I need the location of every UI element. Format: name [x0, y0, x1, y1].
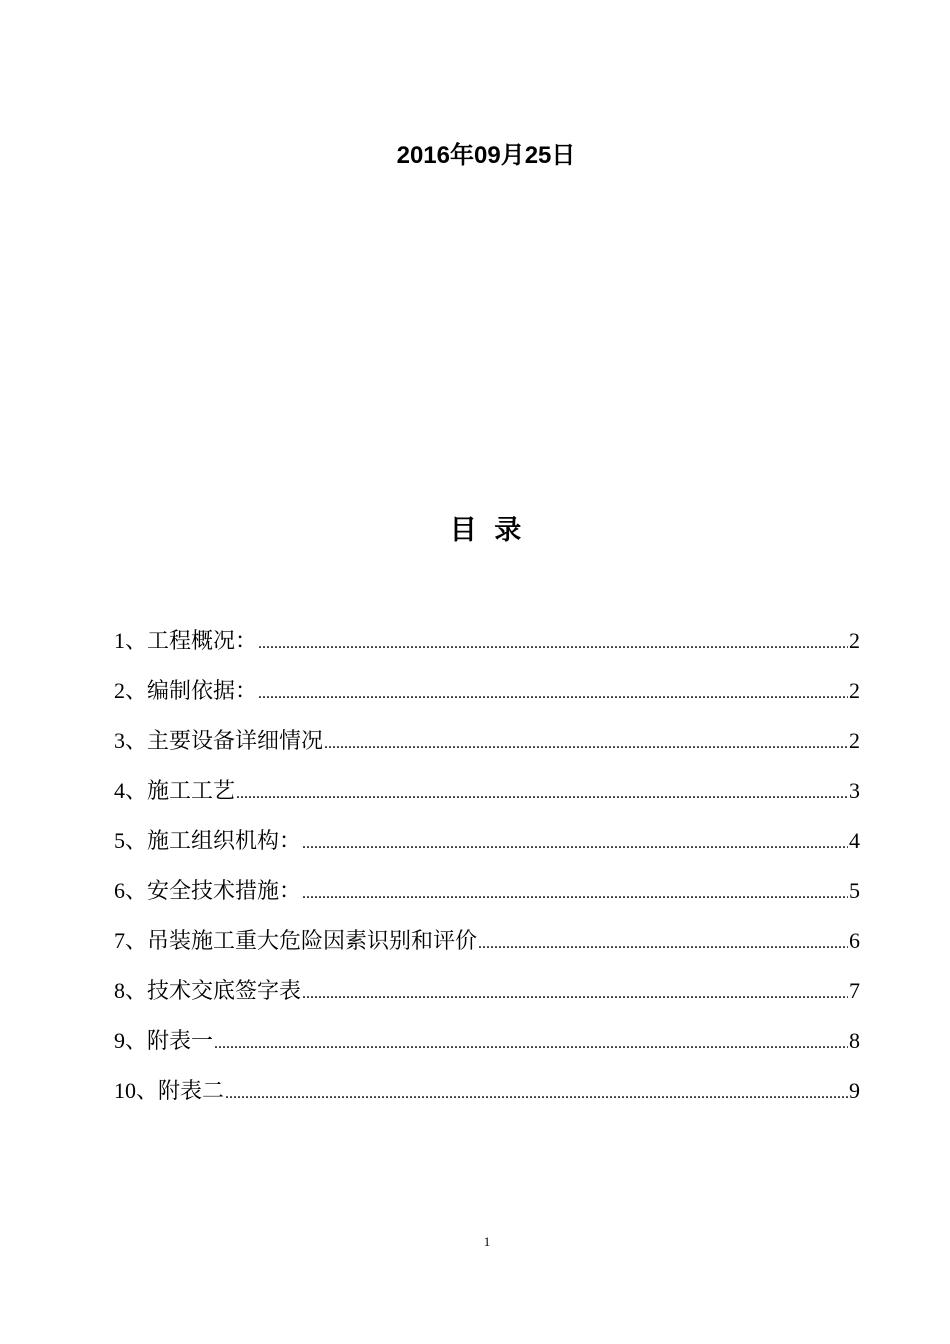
- toc-entry-page: 2: [849, 678, 860, 703]
- toc-leader-dots: [478, 935, 848, 953]
- toc-entry-4[interactable]: [114, 774, 860, 824]
- toc-entry-label: 6、安全技术措施：: [114, 878, 302, 903]
- toc-entry-page: 9: [849, 1078, 860, 1103]
- toc-entry-page: 4: [849, 828, 860, 853]
- toc-entry-label: 4、施工工艺: [114, 778, 236, 803]
- toc-leader-dots: [258, 685, 848, 703]
- toc-leader-dots: [302, 835, 848, 853]
- table-of-contents: [114, 624, 860, 1124]
- toc-title: 目 录: [449, 515, 526, 546]
- toc-entry-page: 8: [849, 1028, 860, 1053]
- toc-leader-dots: [225, 1085, 848, 1103]
- toc-entry-6[interactable]: [114, 874, 860, 924]
- toc-entry-9[interactable]: [114, 1024, 860, 1074]
- toc-entry-10[interactable]: [114, 1074, 860, 1124]
- toc-leader-dots: [324, 735, 848, 753]
- toc-entry-page: 7: [849, 978, 860, 1003]
- toc-entry-page: 6: [849, 928, 860, 953]
- toc-leader-dots: [214, 1035, 848, 1053]
- toc-entry-3[interactable]: [114, 724, 860, 774]
- toc-entry-page: 2: [849, 728, 860, 753]
- toc-leader-dots: [236, 785, 848, 803]
- toc-entry-label: 10、附表二: [114, 1078, 225, 1103]
- toc-entry-page: 2: [849, 628, 860, 653]
- toc-entry-label: 5、施工组织机构：: [114, 828, 302, 853]
- toc-entry-label: 8、技术交底签字表: [114, 978, 302, 1003]
- toc-entry-7[interactable]: [114, 924, 860, 974]
- toc-leader-dots: [258, 635, 848, 653]
- toc-leader-dots: [302, 985, 848, 1003]
- page-number: 1: [483, 1234, 491, 1249]
- toc-entry-8[interactable]: [114, 974, 860, 1024]
- toc-leader-dots: [302, 885, 848, 903]
- toc-entry-label: 1、工程概况：: [114, 628, 258, 653]
- toc-entry-label: 3、主要设备详细情况: [114, 728, 324, 753]
- toc-entry-1[interactable]: [114, 624, 860, 674]
- toc-entry-5[interactable]: [114, 824, 860, 874]
- toc-entry-label: 7、吊装施工重大危险因素识别和评价: [114, 928, 478, 953]
- toc-entry-page: 5: [849, 878, 860, 903]
- cover-date: 2016年09月25日: [396, 142, 576, 169]
- toc-entry-page: 3: [849, 778, 860, 803]
- toc-entry-label: 2、编制依据：: [114, 678, 258, 703]
- toc-entry-label: 9、附表一: [114, 1028, 214, 1053]
- toc-entry-2[interactable]: [114, 674, 860, 724]
